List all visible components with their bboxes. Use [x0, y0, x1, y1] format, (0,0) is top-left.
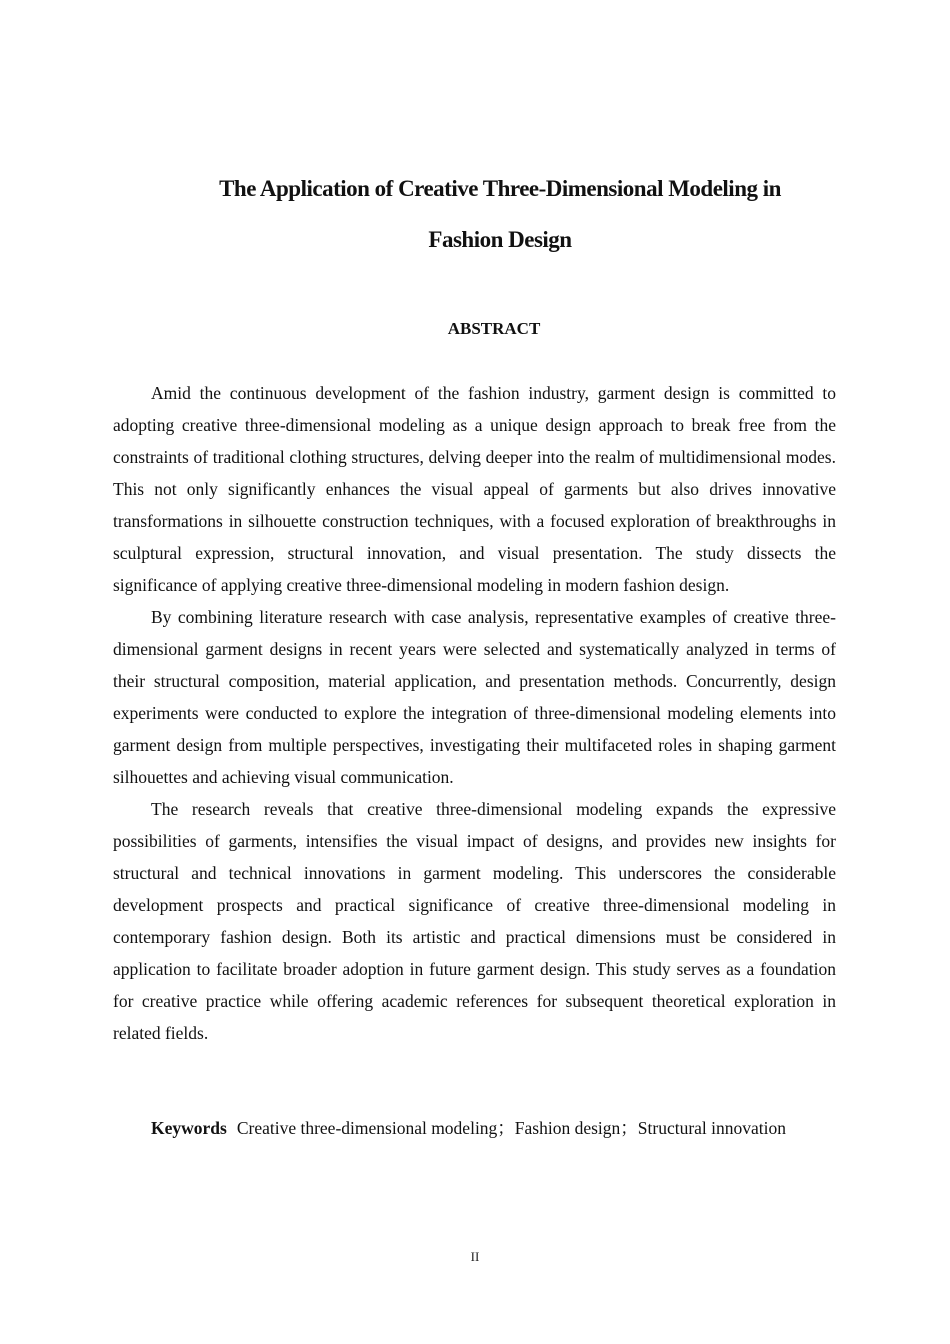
keywords-label: Keywords [151, 1118, 227, 1138]
paper-title-line-1: The Application of Creative Three-Dimensional Modeling in [219, 176, 781, 201]
abstract-heading: ABSTRACT [447, 319, 541, 338]
keywords-section [113, 1113, 813, 1144]
paper-title-line-2: Fashion Design [428, 227, 572, 252]
abstract-paragraph-2: By combining literature research with case analysis, representative examples of creative three-dimensional garment designs in recent years were selected and systematically analyzed in terms of their structural composition, material application, and presentation methods. Concurrently, design experiments were conducted to explore the integration of three-dimensional modeling elements into garment design from multiple perspectives, investigating their multifaceted roles in shaping garment silhouettes and achieving visual communication. [113, 607, 836, 787]
abstract-paragraph-3: The research reveals that creative three-dimensional modeling expands the expressive possibilities of garments, intensifies the visual impact of designs, and provides new insights for structural and technical innovations in garment modeling. This underscores the considerable development prospects and practical significance of creative three-dimensional modeling in contemporary fashion design. Both its artistic and practical dimensions must be considered in application to facilitate broader adoption in future garment design. This study serves as a foundation for creative practice while offering academic references for subsequent theoretical exploration in related fields. [113, 799, 836, 1043]
abstract-body [113, 377, 836, 1049]
page-number: II [470, 1249, 480, 1264]
abstract-paragraph-1: Amid the continuous development of the fashion industry, garment design is committed to adopting creative three-dimensional modeling as a unique design approach to break free from the constraints of traditional clothing structures, delving deeper into the realm of multidimensional modes. This not only significantly enhances the visual appeal of garments but also drives innovative transformations in silhouette construction techniques, with a focused exploration of breakthroughs in sculptural expression, structural innovation, and visual presentation. The study dissects the significance of applying creative three-dimensional modeling in modern fashion design. [113, 383, 836, 595]
keywords-text: Creative three-dimensional modeling；Fashion design；Structural innovation [236, 1118, 787, 1138]
